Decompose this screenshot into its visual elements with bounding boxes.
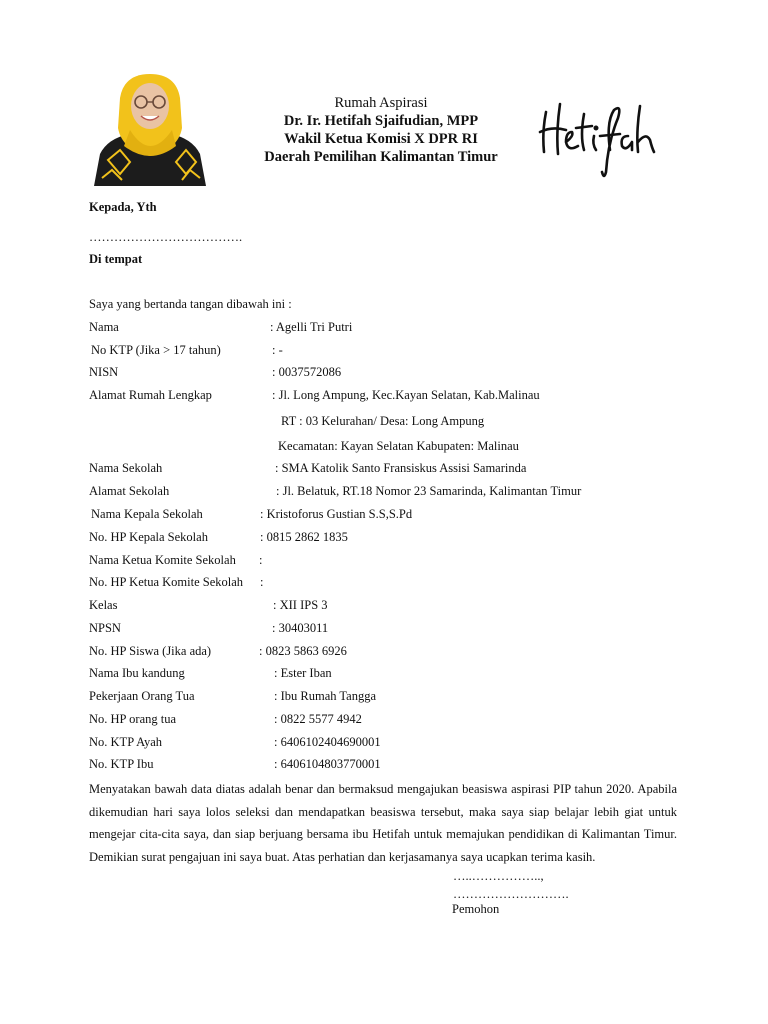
portrait-photo [90, 70, 210, 186]
signer-role: Pemohon [452, 902, 500, 916]
field-value: : 6406102404690001 [274, 735, 381, 749]
statement-line: mengejar cita-cita saya, dan siap berjuang bersama ibu Hetifah untuk memajukan pendidikan di Kalimantan Timur. [89, 827, 677, 842]
field-value: : Ibu Rumah Tangga [274, 689, 377, 703]
recipient-heading: Kepada, Yth [89, 200, 157, 214]
organization-name: Rumah Aspirasi [334, 95, 428, 111]
field-label: No. HP Siswa (Jika ada) [89, 644, 212, 658]
field-value: : Ester Iban [274, 666, 332, 680]
recipient-place: Di tempat [89, 252, 143, 266]
signature-logo [536, 92, 660, 182]
field-label: Alamat Sekolah [89, 484, 170, 498]
field-value: : - [272, 343, 283, 357]
field-value: : 0037572086 [272, 365, 342, 379]
letterhead [240, 94, 522, 166]
field-label: NISN [89, 365, 119, 379]
field-value: : Jl. Belatuk, RT.18 Nomor 23 Samarinda, Kalimantan Timur [276, 484, 582, 498]
statement-line: Menyatakan bawah data diatas adalah benar dan bermaksud mengajukan beasiswa aspirasi PIP tahun 2020. Apabila [89, 782, 677, 796]
field-value: : Agelli Tri Putri [270, 320, 353, 334]
field-value: : [259, 553, 263, 567]
official-name: Dr. Ir. Hetifah Sjaifudian, MPP [283, 113, 479, 129]
field-label: Pekerjaan Orang Tua [89, 689, 195, 703]
field-value: : 0822 5577 4942 [274, 712, 362, 726]
signer-name-dots: ………………………. [453, 887, 569, 901]
place-date-dots: …..…………….., [453, 869, 544, 883]
field-value: : 30403011 [272, 621, 329, 635]
electoral-district: Daerah Pemilihan Kalimantan Timur [264, 149, 498, 165]
official-position: Wakil Ketua Komisi X DPR RI [284, 131, 478, 147]
statement-line: dikemudian hari saya lolos seleksi dan mendapatkan beasiswa tersebut, maka saya siap belajar lebih giat untuk [89, 804, 677, 819]
field-value: RT : 03 Kelurahan/ Desa: Long Ampung [281, 414, 485, 428]
statement-paragraph [89, 778, 677, 869]
intro-text: Saya yang bertanda tangan dibawah ini : [89, 297, 292, 311]
field-label: Kelas [89, 598, 118, 612]
field-value: : Kristoforus Gustian S.S,S.Pd [260, 507, 413, 521]
field-label: Nama Ketua Komite Sekolah [89, 553, 236, 567]
field-value: : Jl. Long Ampung, Kec.Kayan Selatan, Kab.Malinau [272, 388, 540, 402]
statement-line: Demikian surat pengajuan ini saya buat. Atas perhatian dan kerjasamanya saya ucapkan terima kasih. [89, 850, 596, 865]
field-label: No. HP orang tua [89, 712, 177, 726]
field-value: : [260, 575, 264, 589]
field-value: : XII IPS 3 [273, 598, 328, 612]
field-value: : 0823 5863 6926 [259, 644, 347, 658]
field-label: No. HP Ketua Komite Sekolah [89, 575, 244, 589]
field-label: Nama Sekolah [89, 461, 163, 475]
field-label: Nama Kepala Sekolah [91, 507, 203, 521]
field-value: : SMA Katolik Santo Fransiskus Assisi Samarinda [275, 461, 527, 475]
field-label: No KTP (Jika > 17 tahun) [91, 343, 221, 357]
field-label: NPSN [89, 621, 121, 635]
field-value: Kecamatan: Kayan Selatan Kabupaten: Malinau [278, 439, 519, 453]
field-label: Nama Ibu kandung [89, 666, 185, 680]
field-label: No. KTP Ibu [89, 757, 154, 771]
field-value: : 0815 2862 1835 [260, 530, 348, 544]
field-label: No. KTP Ayah [89, 735, 163, 749]
field-label: No. HP Kepala Sekolah [89, 530, 208, 544]
field-label: Alamat Rumah Lengkap [89, 388, 212, 402]
field-label: Nama [89, 320, 119, 334]
field-value: : 6406104803770001 [274, 757, 381, 771]
recipient-dots: ………………………………. [89, 230, 243, 244]
